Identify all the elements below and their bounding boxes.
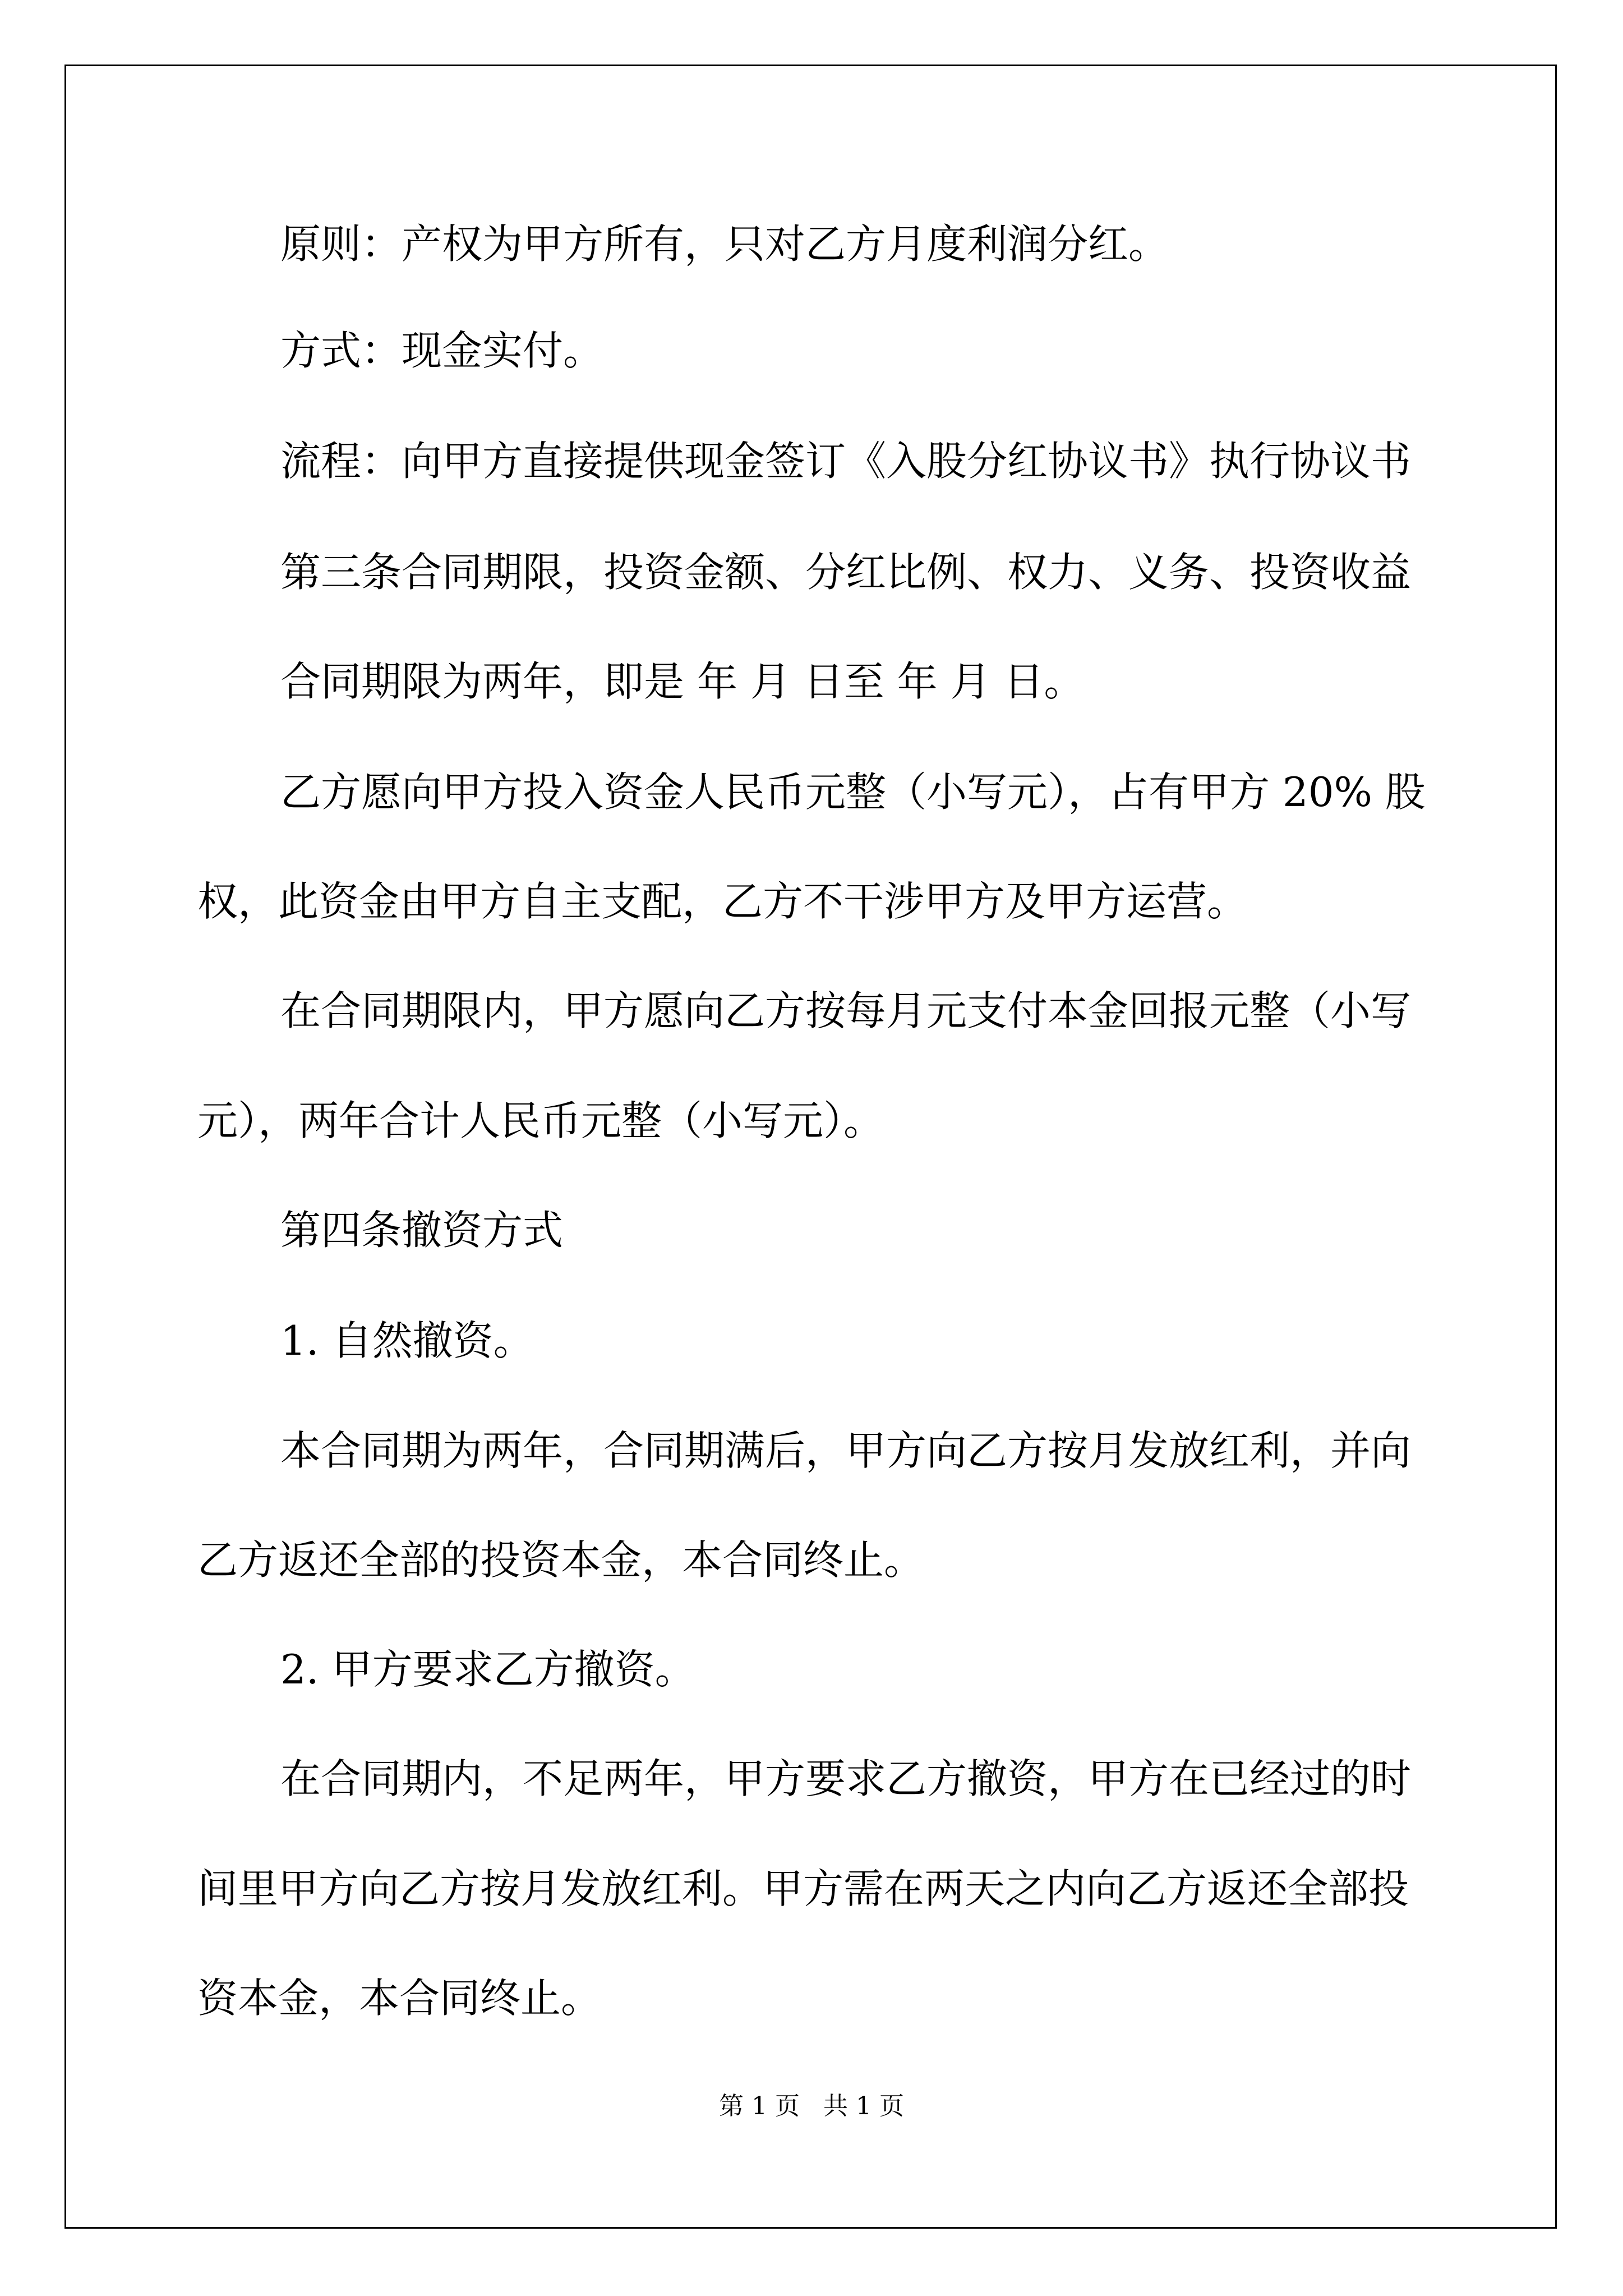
item-required-withdrawal: 2. 甲方要求乙方撤资。 bbox=[280, 1646, 695, 1693]
paragraph-process: 流程：向甲方直接提供现金签订《入股分红协议书》执行协议书 bbox=[280, 438, 1412, 485]
paragraph-natural-line-2: 乙方返还全部的投资本金，本合同终止。 bbox=[197, 1536, 925, 1584]
paragraph-natural-line-1: 本合同期为两年，合同期满后，甲方向乙方按月发放红利，并向 bbox=[280, 1427, 1412, 1474]
paragraph-return-line-1: 在合同期限内，甲方愿向乙方按每月元支付本金回报元整（小写 bbox=[280, 987, 1412, 1034]
article-three-heading: 第三条合同期限，投资金额、分红比例、权力、义务、投资收益 bbox=[280, 549, 1412, 596]
article-four-heading: 第四条撤资方式 bbox=[280, 1207, 564, 1254]
paragraph-required-line-2: 间里甲方向乙方按月发放红利。甲方需在两天之内向乙方返还全部投 bbox=[197, 1865, 1409, 1912]
paragraph-required-line-1: 在合同期内，不足两年，甲方要求乙方撤资，甲方在已经过的时 bbox=[280, 1755, 1412, 1802]
paragraph-principle: 原则：产权为甲方所有，只对乙方月度利润分红。 bbox=[280, 220, 1169, 268]
paragraph-return-line-2: 元），两年合计人民币元整（小写元）。 bbox=[197, 1097, 884, 1144]
paragraph-investment-line-1: 乙方愿向甲方投入资金人民币元整（小写元），占有甲方 20% 股 bbox=[280, 769, 1426, 816]
page-number-footer: 第 1 页 共 1 页 bbox=[719, 2092, 904, 2120]
item-natural-withdrawal: 1. 自然撤资。 bbox=[280, 1317, 534, 1364]
paragraph-required-line-3: 资本金，本合同终止。 bbox=[197, 1975, 602, 2022]
paragraph-method: 方式：现金实付。 bbox=[280, 327, 604, 374]
paragraph-investment-line-2: 权，此资金由甲方自主支配，乙方不干涉甲方及甲方运营。 bbox=[197, 878, 1248, 925]
paragraph-term: 合同期限为两年，即是 年 月 日至 年 月 日。 bbox=[280, 658, 1085, 705]
